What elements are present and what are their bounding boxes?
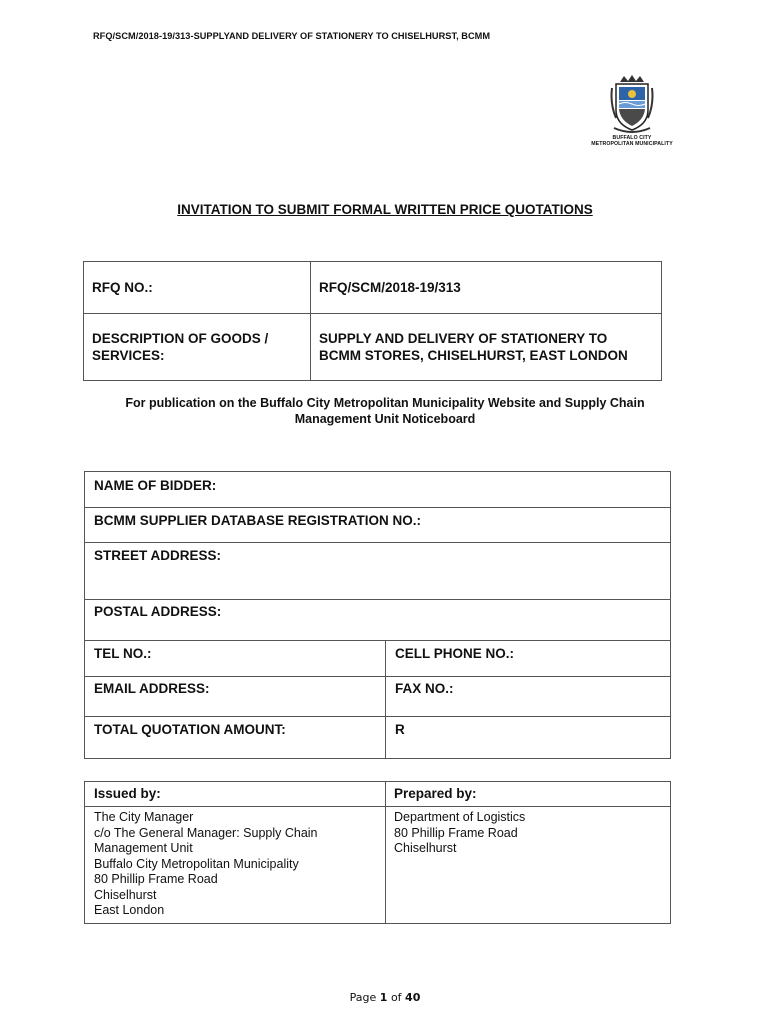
prepared-by-address <box>386 807 670 857</box>
cell-phone-label: CELL PHONE NO.: <box>395 646 515 661</box>
description-value: SUPPLY AND DELIVERY OF STATIONERY TO BCMM STORES, CHISELHURST, EAST LONDON <box>319 331 628 363</box>
rfq-table <box>83 261 662 381</box>
registration-number-label: BCMM SUPPLIER DATABASE REGISTRATION NO.: <box>94 513 421 528</box>
logo-text-line1: BUFFALO CITY <box>612 135 652 141</box>
issued-prepared-table <box>84 781 671 924</box>
description-label: DESCRIPTION OF GOODS / SERVICES: <box>92 331 269 363</box>
issued-details-row <box>85 807 671 924</box>
issued-by-address <box>85 807 385 923</box>
issued-line: 80 Phillip Frame Road <box>94 872 218 886</box>
prepared-line: 80 Phillip Frame Road <box>394 825 518 840</box>
rfq-number-row <box>84 262 662 314</box>
publication-note: For publication on the Buffalo City Metropolitan Municipality Website and Supply Chain Management Unit Noticeboard <box>125 396 645 426</box>
tel-number-label: TEL NO.: <box>94 646 152 661</box>
page-title: INVITATION TO SUBMIT FORMAL WRITTEN PRICE QUOTATIONS <box>177 202 593 217</box>
logo-text-line2: METROPOLITAN MUNICIPALITY <box>591 141 673 147</box>
total-quotation-value: R <box>395 722 405 737</box>
of-word: of <box>390 991 402 1004</box>
issued-line: Buffalo City Metropolitan Municipality <box>94 856 299 871</box>
prepared-line: Chiselhurst <box>394 841 457 855</box>
issued-line: c/o The General Manager: Supply Chain <box>94 825 318 840</box>
issued-line: Chiselhurst <box>94 887 157 902</box>
issued-header-row <box>85 782 671 807</box>
email-fax-row <box>85 677 671 717</box>
registration-row <box>85 508 671 543</box>
coat-of-arms-icon <box>610 74 654 134</box>
phone-row <box>85 641 671 677</box>
issued-by-label: Issued by: <box>94 786 161 801</box>
description-row <box>84 314 662 381</box>
email-address-label: EMAIL ADDRESS: <box>94 681 210 696</box>
street-address-row <box>85 543 671 600</box>
postal-address-row <box>85 600 671 641</box>
rfq-number-label: RFQ NO.: <box>92 280 153 295</box>
document-reference-header: RFQ/SCM/2018-19/313-SUPPLYAND DELIVERY OF STATIONERY TO CHISELHURST, BCMM <box>93 31 491 41</box>
total-pages-number: 40 <box>405 991 421 1004</box>
page-number-footer <box>0 991 770 1004</box>
bidder-name-row <box>85 472 671 508</box>
page-word: Page <box>349 991 377 1004</box>
issued-line: East London <box>94 903 165 917</box>
prepared-by-label: Prepared by: <box>394 786 477 801</box>
prepared-line: Department of Logistics <box>394 810 526 824</box>
municipality-logo <box>588 74 676 147</box>
bidder-info-table <box>84 471 671 759</box>
total-amount-row <box>85 717 671 759</box>
issued-line: The City Manager <box>94 810 194 824</box>
total-quotation-label: TOTAL QUOTATION AMOUNT: <box>94 722 286 737</box>
street-address-label: STREET ADDRESS: <box>94 548 222 563</box>
fax-number-label: FAX NO.: <box>395 681 454 696</box>
rfq-number-value: RFQ/SCM/2018-19/313 <box>319 280 461 295</box>
issued-line: Management Unit <box>94 841 193 855</box>
bidder-name-label: NAME OF BIDDER: <box>94 478 217 493</box>
current-page-number: 1 <box>379 991 388 1004</box>
postal-address-label: POSTAL ADDRESS: <box>94 604 222 619</box>
